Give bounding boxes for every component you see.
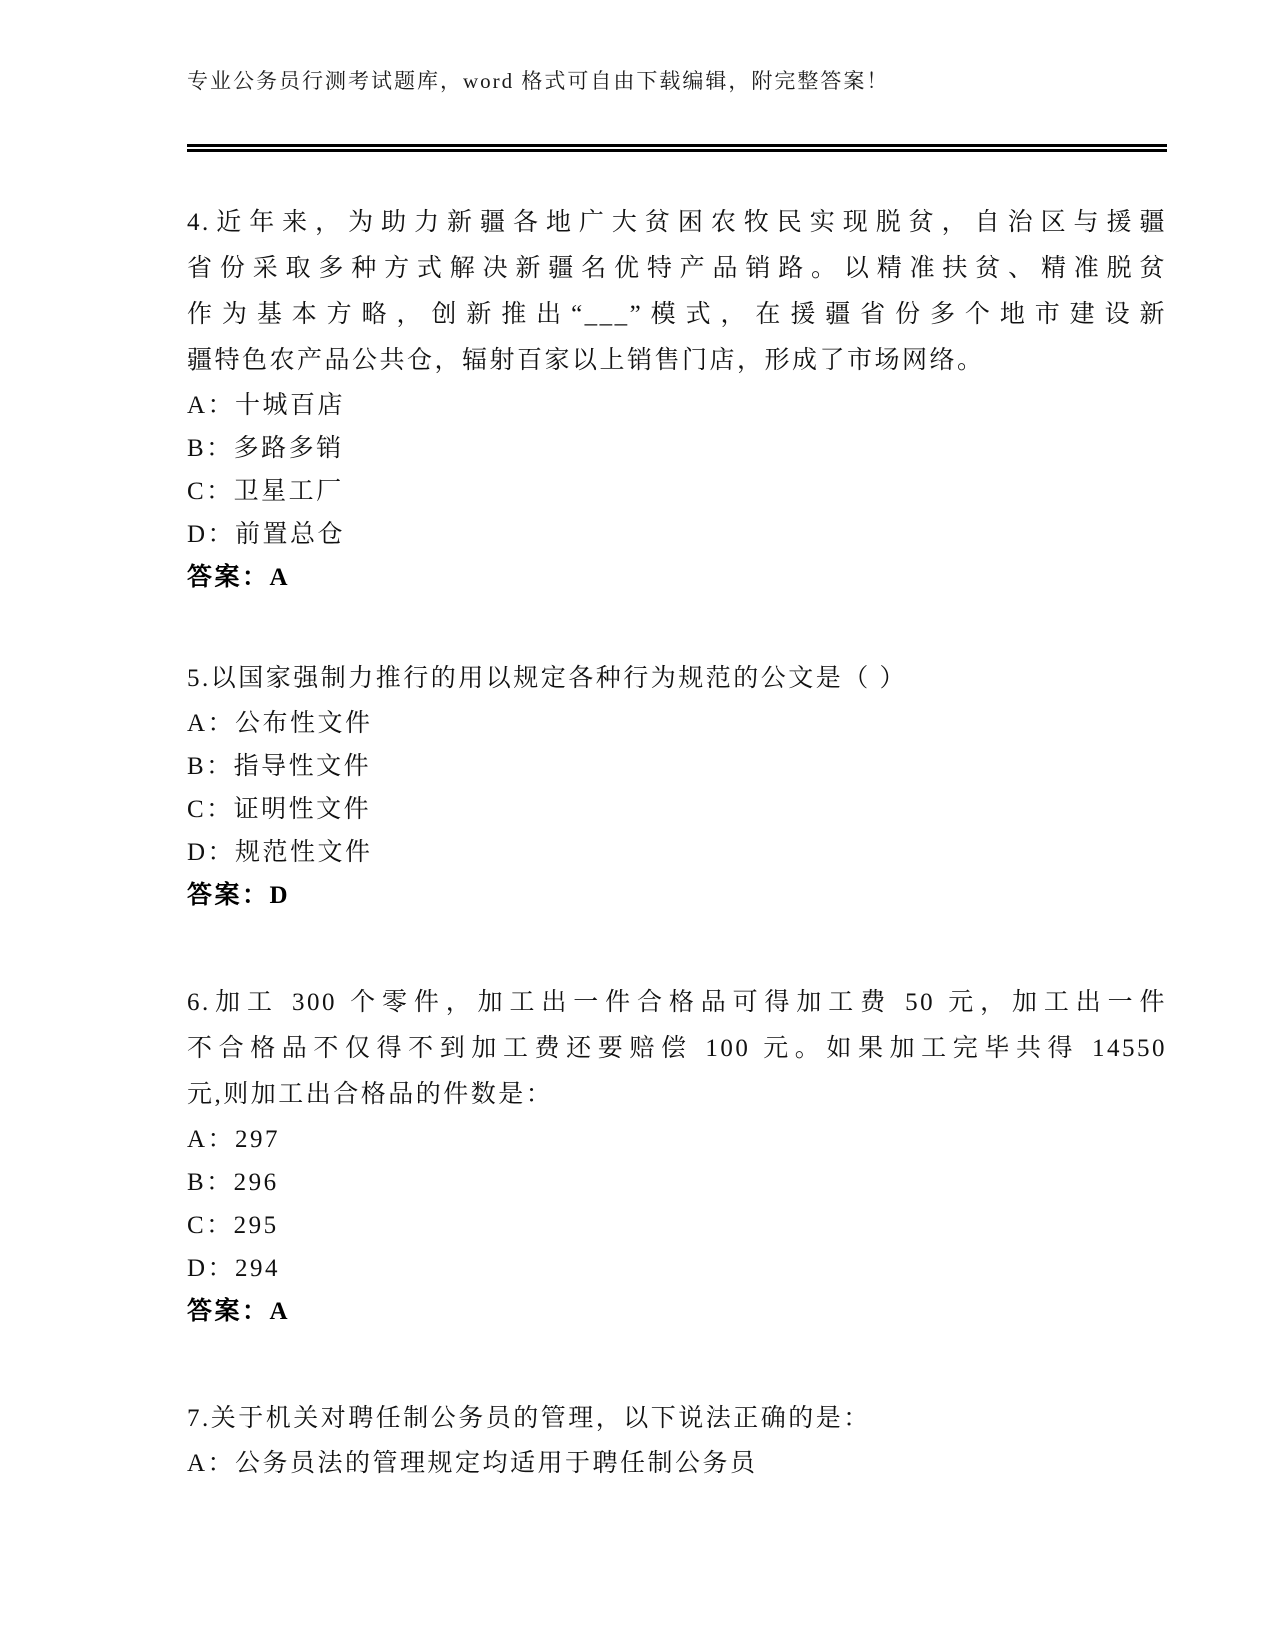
- question-7-options: [187, 1442, 1167, 1485]
- header-text: 专业公务员行测考试题库，word 格式可自由下载编辑，附完整答案！: [187, 69, 890, 93]
- question-7-text: [187, 1396, 1167, 1442]
- answer-line: 答案：D: [187, 882, 291, 909]
- option-c: C：295: [187, 1212, 279, 1239]
- option-a: A：公布性文件: [187, 710, 373, 737]
- question-text-line: 6.加工 300 个零件，加工出一件合格品可得加工费 50 元，加工出一件: [187, 989, 1167, 1016]
- question-5-options: [187, 702, 1167, 874]
- option-c: C：卫星工厂: [187, 478, 344, 505]
- question-text-line: 作为基本方略，创新推出“___”模式，在援疆省份多个地市建设新: [187, 301, 1167, 328]
- question-text-line: 元,则加工出合格品的件数是：: [187, 1081, 554, 1108]
- question-5-text: [187, 656, 1167, 702]
- question-text-line: 7.关于机关对聘任制公务员的管理，以下说法正确的是：: [187, 1405, 871, 1432]
- question-4-text: [187, 200, 1167, 384]
- question-4-options: [187, 384, 1167, 556]
- option-a: A：297: [187, 1126, 281, 1153]
- question-text-line: 4.近年来，为助力新疆各地广大贫困农牧民实现脱贫，自治区与援疆: [187, 209, 1167, 236]
- option-a: A：十城百店: [187, 392, 346, 419]
- document-content: [187, 200, 1167, 1485]
- header-double-rule: [187, 144, 1167, 152]
- question-block-5: [187, 656, 1167, 917]
- answer-line: 答案：A: [187, 564, 291, 591]
- question-text-line: 5.以国家强制力推行的用以规定各种行为规范的公文是（ ）: [187, 665, 908, 692]
- question-6-options: [187, 1118, 1167, 1290]
- option-d: D：前置总仓: [187, 521, 346, 548]
- question-block-7: [187, 1396, 1167, 1485]
- option-b: B：多路多销: [187, 435, 344, 462]
- option-d: D：规范性文件: [187, 839, 373, 866]
- answer-line: 答案：A: [187, 1298, 291, 1325]
- option-d: D：294: [187, 1255, 281, 1282]
- question-block-4: [187, 200, 1167, 599]
- option-c: C：证明性文件: [187, 796, 372, 823]
- option-b: B：296: [187, 1169, 279, 1196]
- question-text-line: 不合格品不仅得不到加工费还要赔偿 100 元。如果加工完毕共得 14550: [187, 1035, 1167, 1062]
- question-text-line: 疆特色农产品公共仓，辐射百家以上销售门店，形成了市场网络。: [187, 347, 985, 374]
- option-b: B：指导性文件: [187, 753, 372, 780]
- option-a: A：公务员法的管理规定均适用于聘任制公务员: [187, 1450, 758, 1477]
- question-block-6: [187, 980, 1167, 1333]
- question-6-text: [187, 980, 1167, 1118]
- question-text-line: 省份采取多种方式解决新疆名优特产品销路。以精准扶贫、精准脱贫: [187, 255, 1167, 282]
- page-header: [0, 66, 1275, 152]
